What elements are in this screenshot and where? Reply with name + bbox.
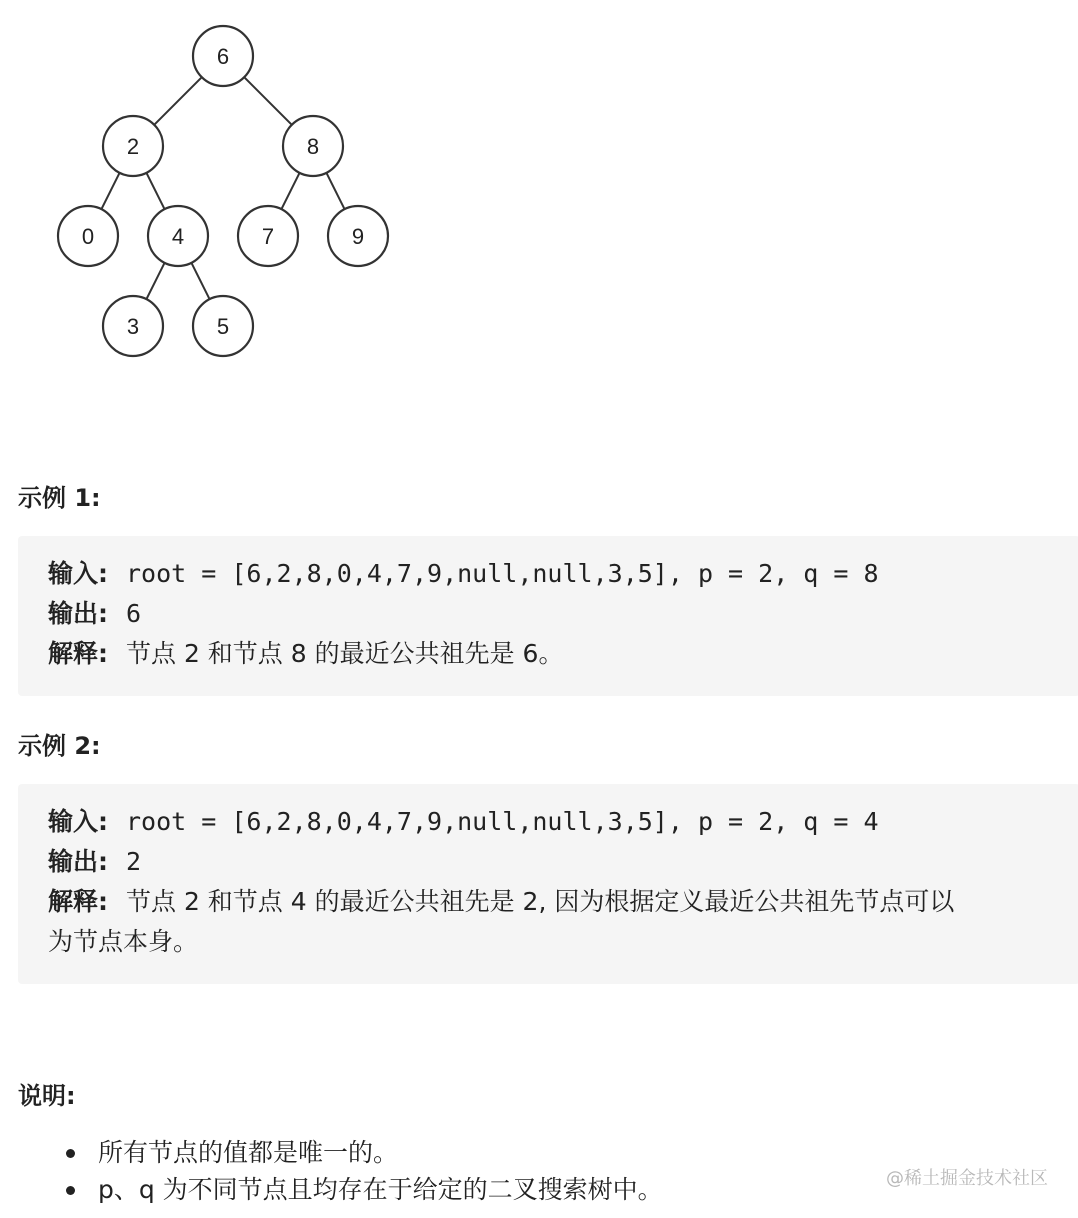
- example-2-title: 示例 2:: [18, 732, 101, 760]
- explain-label: 解释:: [48, 639, 108, 668]
- output-value: 2: [126, 847, 142, 876]
- tree-edge: [146, 263, 164, 299]
- input-value: root = [6,2,8,0,4,7,9,null,null,3,5], p = 2, q = 4: [126, 807, 879, 836]
- explain-value: 节点 2 和节点 4 的最近公共祖先是 2, 因为根据定义最近公共祖先节点可以: [126, 887, 955, 916]
- list-item: 所有节点的值都是唯一的。: [58, 1134, 663, 1171]
- tree-node: [283, 116, 343, 176]
- explain-value: 节点 2 和节点 8 的最近公共祖先是 6。: [126, 639, 564, 668]
- example-2-box: [18, 784, 1078, 984]
- input-label: 输入:: [48, 807, 108, 836]
- example-2-output-line: [48, 842, 1078, 882]
- tree-edge: [146, 173, 164, 209]
- tree-node: [58, 206, 118, 266]
- tree-node: [193, 26, 253, 86]
- example-1-input-line: [48, 554, 1078, 594]
- tree-node-label: 2: [126, 134, 140, 159]
- example-1-output-line: [48, 594, 1078, 634]
- tree-node: [103, 296, 163, 356]
- tree-node-label: 7: [261, 224, 275, 249]
- tree-edge: [244, 77, 292, 125]
- example-2-explain-line: [48, 882, 1078, 922]
- example-1-title: 示例 1:: [18, 484, 101, 512]
- tree-node-label: 6: [216, 44, 230, 69]
- binary-search-tree-diagram: [0, 0, 420, 370]
- explain-label: 解释:: [48, 887, 108, 916]
- output-value: 6: [126, 599, 142, 628]
- example-2-explain-continuation: [48, 922, 1078, 962]
- notes-title: 说明:: [18, 1082, 76, 1110]
- tree-node-label: 9: [351, 224, 365, 249]
- tree-node: [103, 116, 163, 176]
- tree-node-label: 0: [81, 224, 95, 249]
- example-1-explain-line: [48, 634, 1078, 674]
- tree-edge: [326, 173, 344, 209]
- tree-edge: [191, 263, 209, 299]
- output-label: 输出:: [48, 599, 108, 628]
- tree-edge: [154, 77, 202, 125]
- explain-value-continued: 为节点本身。: [48, 927, 199, 956]
- list-item: p、q 为不同节点且均存在于给定的二叉搜索树中。: [58, 1171, 663, 1208]
- tree-node-label: 3: [126, 314, 140, 339]
- example-1-box: [18, 536, 1078, 696]
- tree-node: [328, 206, 388, 266]
- tree-node: [148, 206, 208, 266]
- tree-edge: [101, 173, 119, 209]
- input-value: root = [6,2,8,0,4,7,9,null,null,3,5], p = 2, q = 8: [126, 559, 879, 588]
- tree-node: [238, 206, 298, 266]
- tree-node-label: 8: [306, 134, 320, 159]
- output-label: 输出:: [48, 847, 108, 876]
- notes-list: [58, 1134, 663, 1208]
- tree-edge: [281, 173, 299, 209]
- input-label: 输入:: [48, 559, 108, 588]
- watermark: @稀土掘金技术社区: [886, 1168, 1048, 1189]
- tree-node-label: 4: [171, 224, 185, 249]
- example-2-input-line: [48, 802, 1078, 842]
- tree-node: [193, 296, 253, 356]
- tree-node-label: 5: [216, 314, 230, 339]
